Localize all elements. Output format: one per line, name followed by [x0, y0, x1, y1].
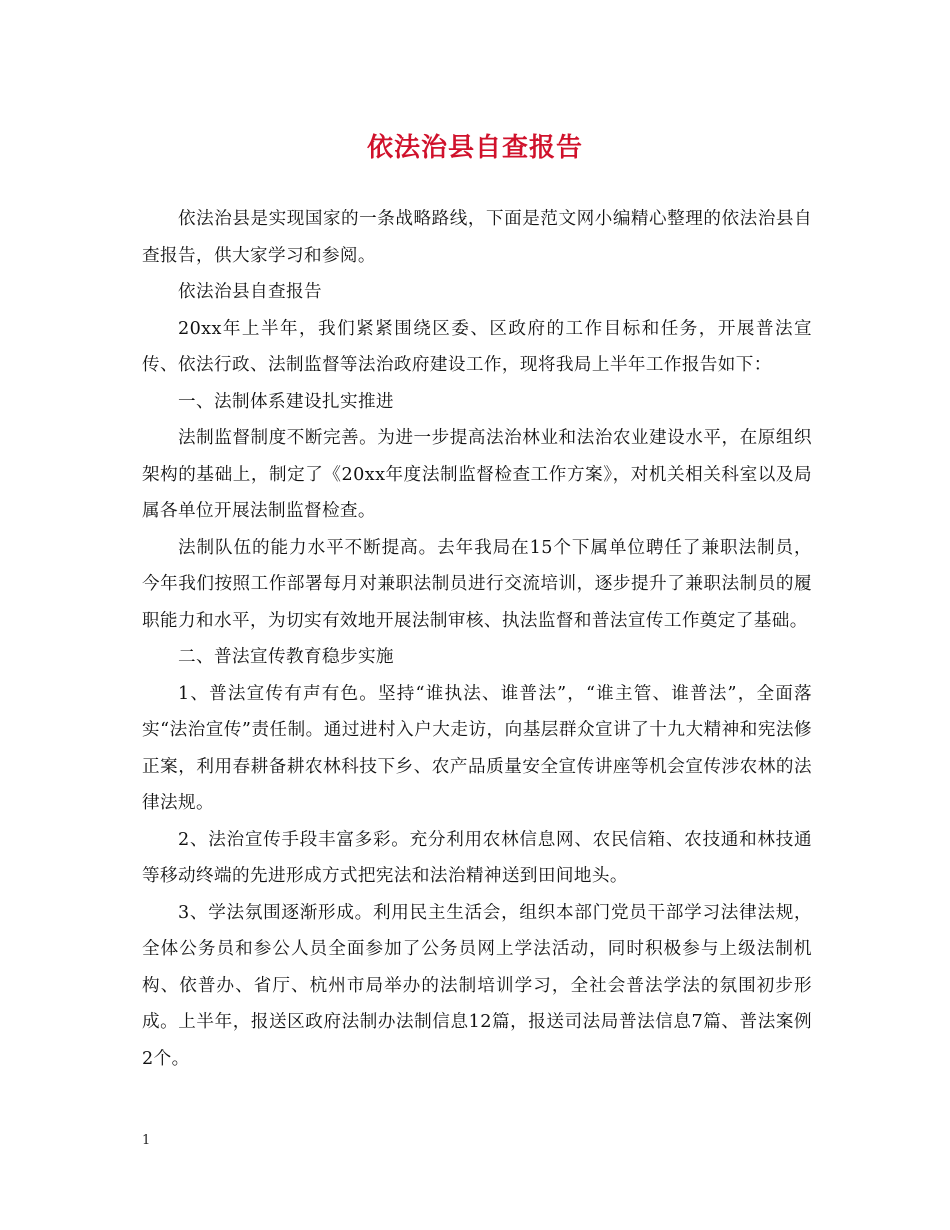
- document-body: [142, 201, 812, 1077]
- section-heading-2: 二、普法宣传教育稳步实施: [178, 647, 394, 667]
- section-1-paragraph-2: 法制队伍的能力水平不断提高。去年我局在15个下属单位聘任了兼职法制员，今年我们按照工作部署每月对兼职法制员进行交流培训，逐步提升了兼职法制员的履职能力和水平，为切实有效地开展法制审核、执法监督和普法宣传工作奠定了基础。: [142, 537, 812, 631]
- section-2-item-2: 2、法治宣传手段丰富多彩。充分利用农林信息网、农民信箱、农技通和林技通等移动终端的先进形成方式把宪法和法治精神送到田间地头。: [142, 829, 812, 886]
- intro-paragraph: 依法治县是实现国家的一条战略路线，下面是范文网小编精心整理的依法治县自查报告，供大家学习和参阅。: [142, 209, 812, 266]
- section-2-item-3: 3、学法氛围逐渐形成。利用民主生活会，组织本部门党员干部学习法律法规，全体公务员和参公人员全面参加了公务员网上学法活动，同时积极参与上级法制机构、依普办、省厅、杭州市局举办的法制培训学习，全社会普法学法的氛围初步形成。上半年，报送区政府法制办法制信息12篇，报送司法局普法信息7篇、普法案例2个。: [142, 902, 812, 1069]
- report-subtitle: 依法治县自查报告: [178, 282, 322, 302]
- document-title: 依法治县自查报告: [366, 133, 583, 163]
- section-1-paragraph-1: 法制监督制度不断完善。为进一步提高法治林业和法治农业建设水平，在原组织架构的基础上，制定了《20xx年度法制监督检查工作方案》，对机关相关科室以及局属各单位开展法制监督检查。: [142, 428, 812, 521]
- page-number: 1: [142, 1133, 151, 1148]
- section-2-item-1: 1、普法宣传有声有色。坚持“谁执法、谁普法”，“谁主管、谁普法”，全面落实“法治宣传”责任制。通过进村入户大走访，向基层群众宣讲了十九大精神和宪法修正案，利用春耕备耕农林科技下乡、农产品质量安全宣传讲座等机会宣传涉农林的法律法规。: [142, 683, 812, 813]
- section-heading-1: 一、法制体系建设扎实推进: [178, 391, 394, 412]
- summary-paragraph: 20xx年上半年，我们紧紧围绕区委、区政府的工作目标和任务，开展普法宣传、依法行政、法制监督等法治政府建设工作，现将我局上半年工作报告如下：: [142, 318, 812, 375]
